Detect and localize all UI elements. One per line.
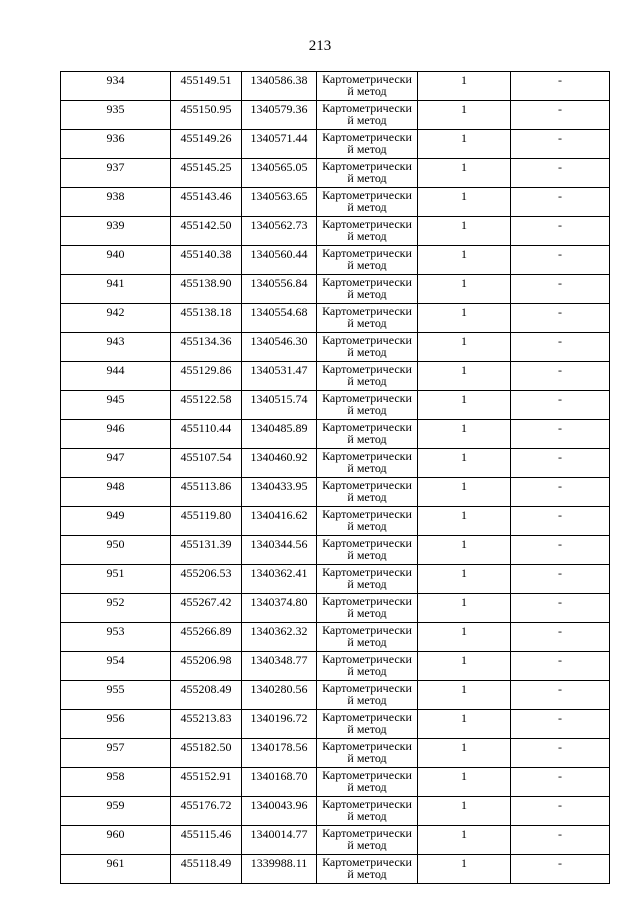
y-coordinate-cell: 1340362.41 — [242, 565, 317, 594]
method-text-line-2: й метод — [347, 694, 387, 706]
note-cell: - — [511, 130, 610, 159]
method-text-line-1: Картометрически — [322, 739, 412, 753]
point-number-cell: 943 — [61, 333, 171, 362]
y-coordinate-cell: 1340043.96 — [242, 797, 317, 826]
method-text-line-2: й метод — [347, 85, 387, 97]
method-text-line-2: й метод — [347, 665, 387, 677]
table-row — [61, 739, 610, 768]
method-text-line-1: Картометрически — [322, 188, 412, 202]
method-text-line-2: й метод — [347, 781, 387, 793]
method-text-line-2: й метод — [347, 259, 387, 271]
y-coordinate-cell: 1340178.56 — [242, 739, 317, 768]
table-row — [61, 623, 610, 652]
method-text-line-1: Картометрически — [322, 391, 412, 405]
note-cell: - — [511, 275, 610, 304]
point-number-cell: 950 — [61, 536, 171, 565]
note-cell: - — [511, 739, 610, 768]
method-text-line-1: Картометрически — [322, 449, 412, 463]
accuracy-cell: 1 — [418, 333, 511, 362]
x-coordinate-cell: 455107.54 — [171, 449, 242, 478]
x-coordinate-cell: 455142.50 — [171, 217, 242, 246]
method-text-line-1: Картометрически — [322, 246, 412, 260]
table-row — [61, 478, 610, 507]
method-cell — [317, 855, 418, 884]
y-coordinate-cell: 1340014.77 — [242, 826, 317, 855]
method-text-line-1: Картометрически — [322, 681, 412, 695]
point-number-cell: 954 — [61, 652, 171, 681]
accuracy-cell: 1 — [418, 855, 511, 884]
y-coordinate-cell: 1340362.32 — [242, 623, 317, 652]
method-text-line-1: Картометрически — [322, 594, 412, 608]
method-text-line-2: й метод — [347, 433, 387, 445]
note-cell: - — [511, 217, 610, 246]
method-cell — [317, 623, 418, 652]
x-coordinate-cell: 455110.44 — [171, 420, 242, 449]
method-text-line-1: Картометрически — [322, 159, 412, 173]
accuracy-cell: 1 — [418, 101, 511, 130]
method-text-line-2: й метод — [347, 607, 387, 619]
method-text-line-1: Картометрически — [322, 72, 412, 86]
method-text-line-2: й метод — [347, 346, 387, 358]
note-cell: - — [511, 652, 610, 681]
method-text-line-2: й метод — [347, 143, 387, 155]
method-cell — [317, 130, 418, 159]
y-coordinate-cell: 1340344.56 — [242, 536, 317, 565]
note-cell: - — [511, 478, 610, 507]
point-number-cell: 939 — [61, 217, 171, 246]
method-text-line-2: й метод — [347, 810, 387, 822]
x-coordinate-cell: 455145.25 — [171, 159, 242, 188]
table-row — [61, 536, 610, 565]
method-text-line-2: й метод — [347, 114, 387, 126]
method-cell — [317, 710, 418, 739]
note-cell: - — [511, 449, 610, 478]
method-text-line-2: й метод — [347, 723, 387, 735]
y-coordinate-cell: 1340554.68 — [242, 304, 317, 333]
point-number-cell: 949 — [61, 507, 171, 536]
y-coordinate-cell: 1340485.89 — [242, 420, 317, 449]
method-cell — [317, 333, 418, 362]
point-number-cell: 935 — [61, 101, 171, 130]
x-coordinate-cell: 455206.53 — [171, 565, 242, 594]
method-text-line-1: Картометрически — [322, 420, 412, 434]
y-coordinate-cell: 1340556.84 — [242, 275, 317, 304]
accuracy-cell: 1 — [418, 275, 511, 304]
method-text-line-2: й метод — [347, 230, 387, 242]
table-row — [61, 855, 610, 884]
method-text-line-1: Картометрически — [322, 217, 412, 231]
accuracy-cell: 1 — [418, 391, 511, 420]
point-number-cell: 942 — [61, 304, 171, 333]
y-coordinate-cell: 1340562.73 — [242, 217, 317, 246]
x-coordinate-cell: 455115.46 — [171, 826, 242, 855]
method-cell — [317, 362, 418, 391]
y-coordinate-cell: 1340560.44 — [242, 246, 317, 275]
table-row — [61, 420, 610, 449]
method-text-line-1: Картометрически — [322, 362, 412, 376]
table-row — [61, 768, 610, 797]
method-text-line-1: Картометрически — [322, 275, 412, 289]
table-row — [61, 217, 610, 246]
accuracy-cell: 1 — [418, 246, 511, 275]
method-text-line-1: Картометрически — [322, 710, 412, 724]
x-coordinate-cell: 455140.38 — [171, 246, 242, 275]
accuracy-cell: 1 — [418, 681, 511, 710]
y-coordinate-cell: 1340546.30 — [242, 333, 317, 362]
method-cell — [317, 652, 418, 681]
accuracy-cell: 1 — [418, 652, 511, 681]
y-coordinate-cell: 1340348.77 — [242, 652, 317, 681]
method-text-line-2: й метод — [347, 578, 387, 590]
y-coordinate-cell: 1340565.05 — [242, 159, 317, 188]
method-text-line-2: й метод — [347, 375, 387, 387]
table-row — [61, 681, 610, 710]
accuracy-cell: 1 — [418, 130, 511, 159]
method-cell — [317, 304, 418, 333]
method-text-line-1: Картометрически — [322, 101, 412, 115]
x-coordinate-cell: 455113.86 — [171, 478, 242, 507]
method-cell — [317, 768, 418, 797]
x-coordinate-cell: 455131.39 — [171, 536, 242, 565]
x-coordinate-cell: 455149.51 — [171, 72, 242, 101]
accuracy-cell: 1 — [418, 739, 511, 768]
point-number-cell: 934 — [61, 72, 171, 101]
method-text-line-1: Картометрически — [322, 826, 412, 840]
table-row — [61, 159, 610, 188]
method-text-line-2: й метод — [347, 491, 387, 503]
note-cell: - — [511, 72, 610, 101]
accuracy-cell: 1 — [418, 304, 511, 333]
accuracy-cell: 1 — [418, 536, 511, 565]
table-row — [61, 565, 610, 594]
point-number-cell: 951 — [61, 565, 171, 594]
table-row — [61, 130, 610, 159]
point-number-cell: 956 — [61, 710, 171, 739]
x-coordinate-cell: 455122.58 — [171, 391, 242, 420]
note-cell: - — [511, 333, 610, 362]
method-cell — [317, 391, 418, 420]
method-cell — [317, 217, 418, 246]
y-coordinate-cell: 1340460.92 — [242, 449, 317, 478]
method-cell — [317, 565, 418, 594]
y-coordinate-cell: 1340280.56 — [242, 681, 317, 710]
note-cell: - — [511, 159, 610, 188]
method-text-line-1: Картометрически — [322, 130, 412, 144]
method-cell — [317, 797, 418, 826]
table-row — [61, 246, 610, 275]
table-row — [61, 101, 610, 130]
x-coordinate-cell: 455118.49 — [171, 855, 242, 884]
table-row — [61, 507, 610, 536]
x-coordinate-cell: 455138.90 — [171, 275, 242, 304]
method-text-line-1: Картометрически — [322, 768, 412, 782]
point-number-cell: 953 — [61, 623, 171, 652]
y-coordinate-cell: 1340168.70 — [242, 768, 317, 797]
method-text-line-1: Картометрически — [322, 623, 412, 637]
x-coordinate-cell: 455182.50 — [171, 739, 242, 768]
method-text-line-1: Картометрически — [322, 652, 412, 666]
method-text-line-2: й метод — [347, 172, 387, 184]
method-text-line-2: й метод — [347, 839, 387, 851]
x-coordinate-cell: 455266.89 — [171, 623, 242, 652]
y-coordinate-cell: 1340586.38 — [242, 72, 317, 101]
accuracy-cell: 1 — [418, 797, 511, 826]
method-cell — [317, 594, 418, 623]
x-coordinate-cell: 455176.72 — [171, 797, 242, 826]
method-text-line-2: й метод — [347, 520, 387, 532]
accuracy-cell: 1 — [418, 72, 511, 101]
point-number-cell: 952 — [61, 594, 171, 623]
y-coordinate-cell: 1340571.44 — [242, 130, 317, 159]
table-row — [61, 594, 610, 623]
point-number-cell: 944 — [61, 362, 171, 391]
method-text-line-2: й метод — [347, 549, 387, 561]
method-cell — [317, 246, 418, 275]
point-number-cell: 946 — [61, 420, 171, 449]
table-row — [61, 652, 610, 681]
accuracy-cell: 1 — [418, 565, 511, 594]
note-cell: - — [511, 594, 610, 623]
table-row — [61, 362, 610, 391]
method-text-line-1: Картометрически — [322, 333, 412, 347]
method-cell — [317, 159, 418, 188]
method-text-line-1: Картометрически — [322, 855, 412, 869]
note-cell: - — [511, 246, 610, 275]
note-cell: - — [511, 391, 610, 420]
method-text-line-1: Картометрически — [322, 507, 412, 521]
point-number-cell: 941 — [61, 275, 171, 304]
point-number-cell: 960 — [61, 826, 171, 855]
x-coordinate-cell: 455213.83 — [171, 710, 242, 739]
method-cell — [317, 536, 418, 565]
table-row — [61, 710, 610, 739]
accuracy-cell: 1 — [418, 478, 511, 507]
accuracy-cell: 1 — [418, 507, 511, 536]
accuracy-cell: 1 — [418, 623, 511, 652]
method-cell — [317, 826, 418, 855]
note-cell: - — [511, 797, 610, 826]
note-cell: - — [511, 188, 610, 217]
table-row — [61, 826, 610, 855]
table-row — [61, 391, 610, 420]
accuracy-cell: 1 — [418, 710, 511, 739]
method-text-line-2: й метод — [347, 288, 387, 300]
accuracy-cell: 1 — [418, 159, 511, 188]
x-coordinate-cell: 455150.95 — [171, 101, 242, 130]
method-text-line-2: й метод — [347, 462, 387, 474]
y-coordinate-cell: 1340531.47 — [242, 362, 317, 391]
method-text-line-2: й метод — [347, 404, 387, 416]
y-coordinate-cell: 1340416.62 — [242, 507, 317, 536]
x-coordinate-cell: 455129.86 — [171, 362, 242, 391]
method-text-line-1: Картометрически — [322, 797, 412, 811]
note-cell: - — [511, 826, 610, 855]
point-number-cell: 937 — [61, 159, 171, 188]
x-coordinate-cell: 455143.46 — [171, 188, 242, 217]
x-coordinate-cell: 455267.42 — [171, 594, 242, 623]
method-cell — [317, 478, 418, 507]
method-text-line-1: Картометрически — [322, 565, 412, 579]
accuracy-cell: 1 — [418, 594, 511, 623]
y-coordinate-cell: 1340579.36 — [242, 101, 317, 130]
y-coordinate-cell: 1340563.65 — [242, 188, 317, 217]
note-cell: - — [511, 420, 610, 449]
point-number-cell: 938 — [61, 188, 171, 217]
point-number-cell: 957 — [61, 739, 171, 768]
accuracy-cell: 1 — [418, 826, 511, 855]
y-coordinate-cell: 1339988.11 — [242, 855, 317, 884]
note-cell: - — [511, 710, 610, 739]
note-cell: - — [511, 507, 610, 536]
method-cell — [317, 739, 418, 768]
point-number-cell: 940 — [61, 246, 171, 275]
note-cell: - — [511, 362, 610, 391]
coordinates-table-body — [61, 72, 610, 884]
method-text-line-2: й метод — [347, 868, 387, 880]
method-cell — [317, 72, 418, 101]
x-coordinate-cell: 455149.26 — [171, 130, 242, 159]
method-cell — [317, 420, 418, 449]
x-coordinate-cell: 455208.49 — [171, 681, 242, 710]
y-coordinate-cell: 1340433.95 — [242, 478, 317, 507]
method-text-line-1: Картометрически — [322, 536, 412, 550]
y-coordinate-cell: 1340374.80 — [242, 594, 317, 623]
method-cell — [317, 275, 418, 304]
x-coordinate-cell: 455206.98 — [171, 652, 242, 681]
accuracy-cell: 1 — [418, 362, 511, 391]
page-number: 213 — [308, 38, 332, 54]
point-number-cell: 959 — [61, 797, 171, 826]
method-text-line-2: й метод — [347, 317, 387, 329]
method-text-line-1: Картометрически — [322, 304, 412, 318]
method-cell — [317, 188, 418, 217]
x-coordinate-cell: 455119.80 — [171, 507, 242, 536]
x-coordinate-cell: 455134.36 — [171, 333, 242, 362]
method-cell — [317, 101, 418, 130]
point-number-cell: 955 — [61, 681, 171, 710]
table-row — [61, 333, 610, 362]
point-number-cell: 947 — [61, 449, 171, 478]
accuracy-cell: 1 — [418, 188, 511, 217]
point-number-cell: 936 — [61, 130, 171, 159]
note-cell: - — [511, 855, 610, 884]
point-number-cell: 958 — [61, 768, 171, 797]
table-row — [61, 188, 610, 217]
table-row — [61, 275, 610, 304]
note-cell: - — [511, 768, 610, 797]
x-coordinate-cell: 455138.18 — [171, 304, 242, 333]
method-cell — [317, 449, 418, 478]
method-text-line-2: й метод — [347, 752, 387, 764]
method-text-line-2: й метод — [347, 201, 387, 213]
note-cell: - — [511, 536, 610, 565]
x-coordinate-cell: 455152.91 — [171, 768, 242, 797]
accuracy-cell: 1 — [418, 420, 511, 449]
table-row — [61, 72, 610, 101]
note-cell: - — [511, 101, 610, 130]
note-cell: - — [511, 623, 610, 652]
table-row — [61, 797, 610, 826]
method-cell — [317, 681, 418, 710]
point-number-cell: 945 — [61, 391, 171, 420]
accuracy-cell: 1 — [418, 449, 511, 478]
table-row — [61, 304, 610, 333]
point-number-cell: 961 — [61, 855, 171, 884]
table-row — [61, 449, 610, 478]
note-cell: - — [511, 565, 610, 594]
method-text-line-1: Картометрически — [322, 478, 412, 492]
accuracy-cell: 1 — [418, 217, 511, 246]
method-text-line-2: й метод — [347, 636, 387, 648]
note-cell: - — [511, 304, 610, 333]
method-cell — [317, 507, 418, 536]
point-number-cell: 948 — [61, 478, 171, 507]
coordinates-table — [60, 71, 610, 884]
accuracy-cell: 1 — [418, 768, 511, 797]
note-cell: - — [511, 681, 610, 710]
y-coordinate-cell: 1340196.72 — [242, 710, 317, 739]
y-coordinate-cell: 1340515.74 — [242, 391, 317, 420]
